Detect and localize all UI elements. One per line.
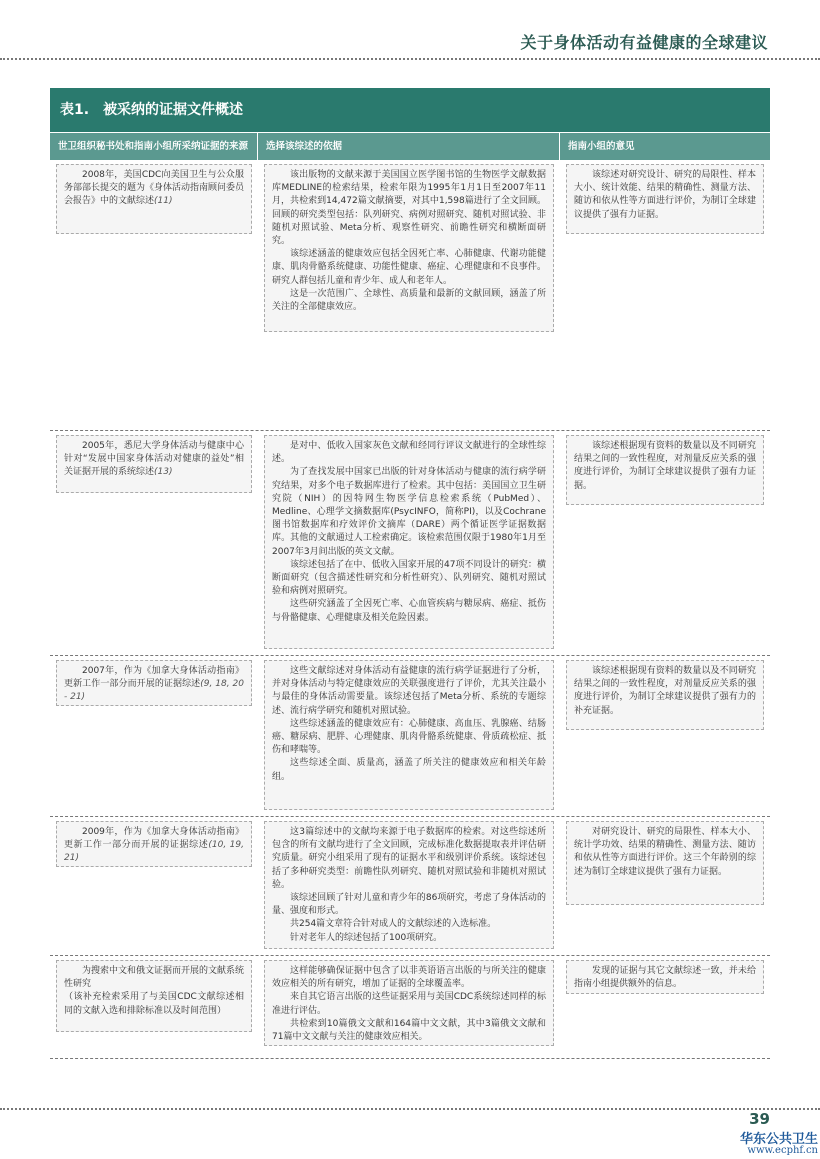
basis-cell: [258, 956, 560, 1058]
basis-paragraph: 该综述包括了在中、低收入国家开展的47项不同设计的研究：横断面研究（包含描述性研究和分析性研究）、队列研究、随机对照试验和病例对照研究。: [272, 559, 546, 597]
basis-paragraph: 这样能够确保证据中包含了以非英语语言出版的与所关注的健康效应相关的所有研究，增加了证据的全球覆盖率。: [272, 966, 546, 990]
basis-cell: [258, 656, 560, 816]
basis-paragraph: 该综述涵盖的健康效应包括全因死亡率、心肺健康、代谢功能健康、肌肉骨骼系统健康、功能性健康、癌症、心理健康和不良事件。研究人群包括儿童和青少年、成人和老年人。: [272, 249, 546, 286]
table-row: [50, 817, 770, 956]
basis-paragraph: 该综述回顾了针对儿童和青少年的86项研究，考虑了身体活动的量、强度和形式。: [272, 893, 546, 917]
basis-paragraph: 这是一次范围广、全球性、高质量和最新的文献回顾，涵盖了所关注的全部健康效应。: [272, 288, 546, 313]
page-header-title: 关于身体活动有益健康的全球建议: [520, 33, 768, 52]
source-text: 为搜索中文和俄文证据而开展的文献系统性研究: [64, 966, 245, 990]
header-divider: [0, 58, 820, 60]
basis-paragraph: 为了查找发展中国家已出版的针对身体活动与健康的流行病学研究结果，对多个电子数据库进行了检索。其中包括：美国国立卫生研究院（NIH）的因特网生物医学信息检索系统（PubMed）、Medline、心理学文摘数据库(PsycINFO，简称PI)，以及Cochrane图书馆数据库和疗效评价文摘库（DARE）两个循证医学证据数据库。其他的文献通过人工检索确定。该检索范围仅限于1980年1月至2007年3月间出版的英文文献。: [272, 467, 546, 557]
source-text: 2009年，作为《加拿大身体活动指南》更新工作一部分而开展的证据综述: [64, 827, 244, 851]
source-reference: (9, 18, 20 - 21): [64, 679, 244, 703]
opinion-text: 该综述根据现有资料的数量以及不同研究结果之间的一致性程度，对剂量反应关系的强度进行评价，为制订全球建议提供了强有力的补充证据。: [574, 666, 756, 716]
basis-paragraph: 针对老年人的综述包括了100项研究。: [290, 932, 443, 943]
source-cell: [50, 431, 258, 655]
opinion-cell: [560, 656, 770, 816]
basis-paragraph: 这些综述全面、质量高，涵盖了所关注的健康效应和相关年龄组。: [272, 758, 546, 782]
evidence-table: [50, 88, 770, 1059]
journal-website: www.ecphf.cn: [747, 1145, 818, 1156]
source-cell: [50, 656, 258, 816]
table-title: 被采纳的证据文件概述: [103, 102, 244, 118]
source-reference: (10, 19, 21): [64, 840, 244, 864]
source-reference: (11): [154, 196, 173, 207]
source-text: 2007年，作为《加拿大身体活动指南》更新工作一部分而开展的证据综述: [64, 666, 244, 690]
opinion-cell: [560, 431, 770, 655]
table-title-bar: [50, 88, 770, 132]
basis-cell: [258, 817, 560, 955]
opinion-cell: [560, 956, 770, 1058]
source-reference: (13): [154, 467, 173, 478]
table-row: [50, 160, 770, 431]
opinion-text: 发现的证据与其它文献综述一致，并未给指南小组提供额外的信息。: [574, 966, 756, 990]
table-row: [50, 956, 770, 1059]
basis-paragraph: 这3篇综述中的文献均来源于电子数据库的检索。对这些综述所包含的所有文献均进行了全文回顾，完成标准化数据提取表并评估研究质量。研究小组采用了现有的证据水平和级别评价系统。该综述包括了多种研究类型：前瞻性队列研究、随机对照试验和非随机对照试验。: [272, 827, 546, 890]
page-number: 39: [749, 1110, 770, 1128]
basis-paragraph: 这些研究涵盖了全因死亡率、心血管疾病与糖尿病、癌症、抵伤与骨骼健康、心理健康及相关危险因素。: [272, 599, 546, 623]
basis-paragraph: 共254篇文章符合针对成人的文献综述的入选标准。: [290, 919, 497, 930]
opinion-cell: [560, 817, 770, 955]
basis-paragraph: 来自其它语言出版的这些证据采用与美国CDC系统综述同样的标准进行评估。: [272, 992, 546, 1016]
opinion-cell: [560, 160, 770, 430]
opinion-text: 该综述根据现有资料的数量以及不同研究结果之间的一致性程度，对剂量反应关系的强度进行评价，为制订全球建议提供了强有力证据。: [574, 441, 756, 491]
source-cell: [50, 956, 258, 1058]
table-header-row: [50, 132, 770, 160]
source-text: 2008年，美国CDC向美国卫生与公众服务部部长提交的题为《身体活动指南顾问委员会报告》中的文献综述: [64, 170, 245, 207]
opinion-text: 对研究设计、研究的局限性、样本大小、统计学功效、结果的精确性、测量方法、随访和依从性等方面进行评价。这三个年龄别的综述为制订全球建议提供了强有力证据。: [574, 827, 756, 877]
table-row: [50, 656, 770, 817]
basis-paragraph: 是对中、低收入国家灰色文献和经同行评议文献进行的全球性综述。: [272, 441, 546, 465]
footer-divider: [0, 1108, 820, 1110]
column-header-opinion: 指南小组的意见: [568, 141, 635, 152]
source-cell: [50, 817, 258, 955]
basis-paragraph: 这些综述涵盖的健康效应有：心肺健康、高血压、乳腺癌、结肠癌、糖尿病、肥胖、心理健康、肌肉骨骼系统健康、骨质疏松症、抵伤和哮喘等。: [272, 718, 546, 756]
column-header-basis: 选择该综述的依据: [258, 133, 560, 160]
source-note: （该补充检索采用了与美国CDC文献综述相同的文献入选和排除标准以及时间范围）: [64, 992, 244, 1016]
basis-paragraph: 共检索到10篇俄文文献和164篇中文文献，其中3篇俄文文献和71篇中文文献与关注的健康效应相关。: [272, 1018, 546, 1043]
basis-paragraph: 该出版物的文献来源于美国国立医学图书馆的生物医学文献数据库MEDLINE的检索结果，检索年限为1995年1月1日至2007年11月，共检索到14,472篇文献摘要，对其中1,598篇进行了全文回顾。回顾的研究类型包括：队列研究、病例对照研究、随机对照试验、非随机对照试验、Meta分析、观察性研究、前瞻性研究和横断面研究。: [272, 170, 546, 247]
source-cell: [50, 160, 258, 430]
basis-cell: [258, 431, 560, 655]
basis-paragraph: 这些文献综述对身体活动有益健康的流行病学证据进行了分析，并对身体活动与特定健康效应的关联强度进行了评价，尤其关注最小与最佳的身体活动需要量。该综述包括了Meta分析、系统的专题综述、流行病学研究和随机对照试验。: [272, 666, 546, 716]
basis-cell: [258, 160, 560, 430]
source-text: 2005年，悉尼大学身体活动与健康中心针对“发展中国家身体活动对健康的益处”相关证据开展的系统综述: [64, 441, 244, 478]
table-number: 表1.: [60, 102, 90, 118]
column-header-source: 世卫组织秘书处和指南小组所采纳证据的来源: [50, 133, 258, 160]
opinion-text: 该综述对研究设计、研究的局限性、样本大小、统计效能、结果的精确性、测量方法、随访和依从性等方面进行评价，为制订全球建议提供了强有力证据。: [574, 170, 756, 220]
table-row: [50, 431, 770, 656]
journal-name: 华东公共卫生: [739, 1132, 818, 1147]
